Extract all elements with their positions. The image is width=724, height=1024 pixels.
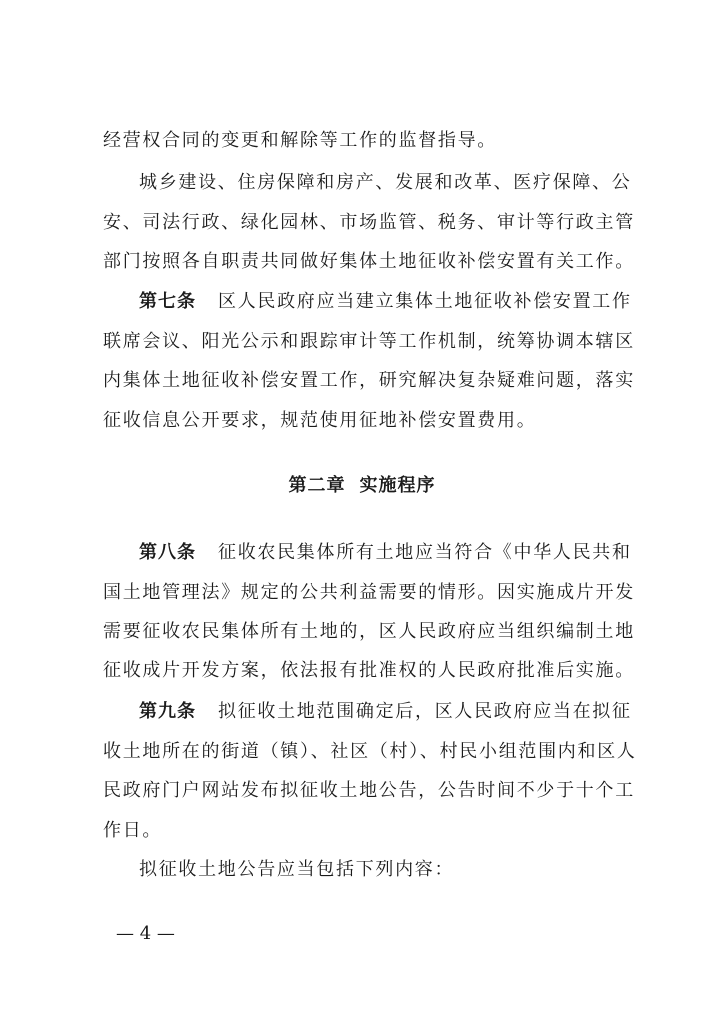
- paragraph-line: 国土地管理法》规定的公共利益需要的情形。因实施成片开发: [103, 582, 635, 603]
- paragraph-line: 需要征收农民集体所有土地的，区人民政府应当组织编制土地: [103, 621, 635, 642]
- paragraph-line: 安、司法行政、绿化园林、市场监管、税务、审计等行政主管: [103, 212, 635, 233]
- article-first-line: [139, 541, 679, 565]
- paragraph-line: 部门按照各自职责共同做好集体土地征收补偿安置有关工作。: [103, 251, 635, 272]
- article-text: 区人民政府应当建立集体土地征收补偿安置工作: [218, 291, 632, 312]
- paragraph-line: 征收信息公开要求，规范使用征地补偿安置费用。: [103, 410, 537, 431]
- article-text: 拟征收土地范围确定后，区人民政府应当在拟征: [218, 701, 632, 722]
- article-first-line: [139, 700, 679, 724]
- chapter-number: 第二章: [288, 475, 346, 496]
- chapter-title: 实施程序: [359, 475, 436, 496]
- paragraph-line: 经营权合同的变更和解除等工作的监督指导。: [103, 130, 497, 151]
- article-number: 第八条: [139, 542, 196, 563]
- page-number: — 4 —: [116, 923, 175, 944]
- article-first-line: [139, 290, 679, 314]
- paragraph-line: 收土地所在的街道（镇）、社区（村）、村民小组范围内和区人: [103, 741, 637, 762]
- article-text: 征收农民集体所有土地应当符合《中华人民共和: [218, 542, 632, 563]
- chapter-heading: [0, 474, 724, 498]
- paragraph-line: 联席会议、阳光公示和跟踪审计等工作机制，统筹协调本辖区: [103, 331, 635, 352]
- paragraph-line: 拟征收土地公告应当包括下列内容：: [139, 859, 455, 880]
- paragraph-line: 城乡建设、住房保障和房产、发展和改革、医疗保障、公: [139, 172, 632, 193]
- article-number: 第九条: [139, 701, 196, 722]
- paragraph-line: 作日。: [103, 820, 163, 841]
- paragraph-line: 征收成片开发方案，依法报有批准权的人民政府批准后实施。: [103, 660, 635, 681]
- paragraph-line: 民政府门户网站发布拟征收土地公告，公告时间不少于十个工: [103, 780, 635, 801]
- paragraph-line: 内集体土地征收补偿安置工作，研究解决复杂疑难问题，落实: [103, 370, 635, 391]
- article-number: 第七条: [139, 291, 196, 312]
